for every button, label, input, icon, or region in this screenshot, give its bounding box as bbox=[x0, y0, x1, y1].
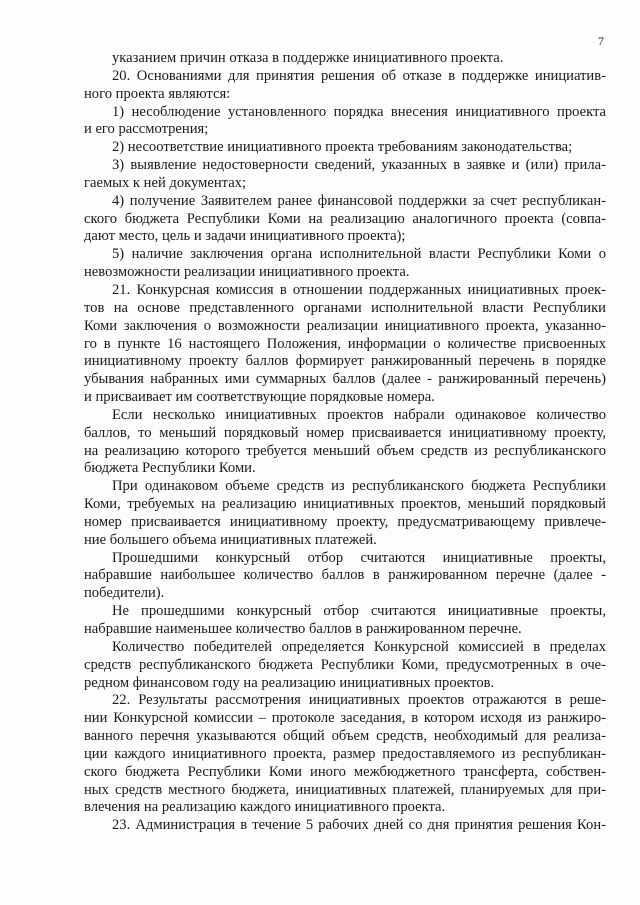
text-line: на реализацию которого требуется меньший объем средств из республиканского bbox=[84, 442, 606, 459]
text-line: влечения на реализацию каждого инициативного проекта. bbox=[84, 799, 446, 816]
text-line: Если несколько инициативных проектов набрали одинаковое количество bbox=[112, 406, 606, 423]
text-line: баллов, то меньший порядковый номер присваивается инициативному проекту, bbox=[84, 424, 606, 441]
text-line: тов на основе представленного органами исполнительной власти Республики bbox=[84, 299, 606, 316]
text-line: 20. Основаниями для принятия решения об отказе в поддержке инициатив- bbox=[112, 67, 606, 84]
text-line: Количество победителей определяется Конкурсной комиссией в пределах bbox=[112, 638, 606, 655]
text-line: го в пункте 16 настоящего Положения, информации о количестве присвоенных bbox=[84, 335, 606, 352]
text-line: Коми, требуемых на реализацию инициативных проектов, меньший порядковый bbox=[84, 496, 606, 513]
text-line: ных средств местного бюджета, инициативных платежей, планируемых для при- bbox=[84, 781, 606, 798]
text-line: 3) выявление недостоверности сведений, указанных в заявке и (или) прила- bbox=[112, 157, 606, 174]
text-line: Не прошедшими конкурсный отбор считаются инициативные проекты, bbox=[112, 603, 606, 620]
text-line: ции каждого инициативного проекта, размер предоставляемого из республикан- bbox=[84, 745, 606, 762]
text-line: средств республиканского бюджета Республики Коми, предусмотренных в оче- bbox=[84, 656, 606, 673]
text-line: Прошедшими конкурсный отбор считаются инициативные проекты, bbox=[112, 549, 606, 566]
text-line: ского бюджета Республики Коми иного межбюджетного трансферта, собствен- bbox=[84, 763, 606, 780]
text-line: гаемых к ней документах; bbox=[84, 174, 247, 191]
text-line: бюджета Республики Коми. bbox=[84, 460, 256, 477]
text-line: 21. Конкурсная комиссия в отношении поддержанных инициативных проек- bbox=[112, 281, 606, 298]
text-line: При одинаковом объеме средств из республиканского бюджета Республики bbox=[112, 478, 606, 495]
text-line: ского бюджета Республики Коми на реализацию аналогичного проекта (совпа- bbox=[84, 210, 606, 227]
text-line: ние большего объема инициативных платежей. bbox=[84, 531, 377, 548]
text-line: 1) несоблюдение установленного порядка внесения инициативного проекта bbox=[112, 103, 606, 120]
text-line: номер присваивается инициативному проекту, предусматривающему привлече- bbox=[84, 513, 606, 530]
text-line: победители). bbox=[84, 585, 165, 602]
text-line: инициативному проекту баллов формирует ранжированный перечень в порядке bbox=[84, 353, 606, 370]
text-line: невозможности реализации инициативного проекта. bbox=[84, 264, 410, 281]
text-line: ного проекта являются: bbox=[84, 85, 231, 102]
document-body bbox=[84, 50, 606, 835]
text-line: нии Конкурсной комиссии – протоколе заседания, в котором исходя из ранжиро- bbox=[84, 710, 606, 727]
text-line: убывания набранных ими суммарных баллов (далее - ранжированный перечень) bbox=[84, 371, 606, 388]
text-line: указанием причин отказа в поддержке инициативного проекта. bbox=[112, 50, 504, 66]
text-line: 22. Результаты рассмотрения инициативных проектов отражаются в реше- bbox=[112, 692, 606, 709]
text-line: и его рассмотрения; bbox=[84, 121, 209, 138]
text-line: 23. Администрация в течение 5 рабочих дней со дня принятия решения Кон- bbox=[112, 817, 606, 834]
text-line: ванного перечня указываются общий объем средств, необходимый для реализа- bbox=[84, 728, 606, 745]
page-number: 7 bbox=[598, 34, 604, 48]
text-line: набравшие наименьшее количество баллов в ранжированном перечне. bbox=[84, 621, 522, 637]
text-line: набравшие наибольшее количество баллов в ранжированном перечне (далее - bbox=[84, 567, 606, 584]
text-line: и присваивает им соответствующие порядковые номера. bbox=[84, 389, 435, 406]
text-line: дают место, цель и задачи инициативного проекта); bbox=[84, 228, 406, 245]
text-line: 2) несоответствие инициативного проекта требованиям законодательства; bbox=[112, 139, 573, 156]
text-line: 4) получение Заявителем ранее финансовой поддержки за счет республикан- bbox=[112, 192, 606, 209]
text-line: Коми заключения о возможности реализации инициативного проекта, указанно- bbox=[84, 317, 606, 334]
text-line: 5) наличие заключения органа исполнительной власти Республики Коми о bbox=[112, 246, 606, 263]
text-line: редном финансовом году на реализацию инициативных проектов. bbox=[84, 674, 495, 691]
